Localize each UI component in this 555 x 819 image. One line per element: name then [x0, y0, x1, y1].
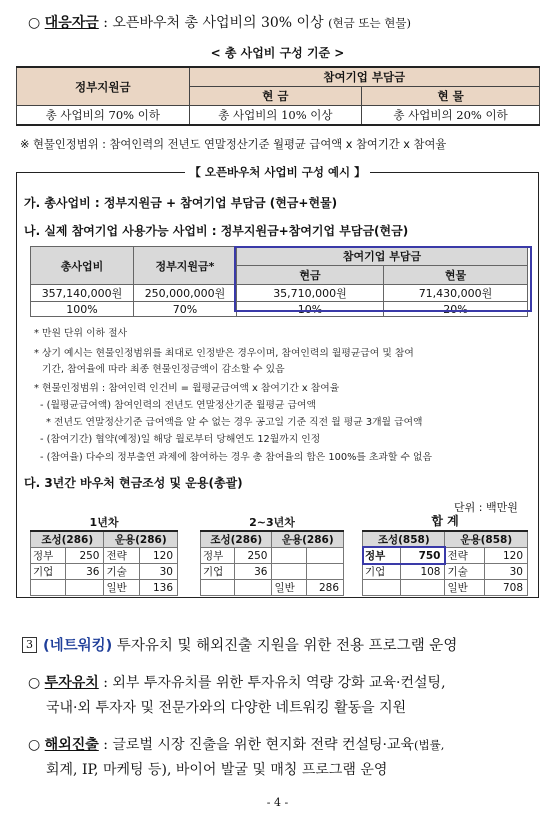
cell: 30 — [485, 564, 528, 580]
cell: 일반 — [104, 580, 139, 596]
total-title: 합 계 — [431, 514, 459, 528]
gov-support-amount: 250,000,000원 — [134, 285, 237, 302]
cell — [272, 564, 306, 580]
overseas-line2: 회계, IP, 마케팅 등), 바이어 발굴 및 매칭 프로그램 운영 — [46, 762, 388, 778]
page-number: - 4 - — [266, 796, 289, 809]
example-footnote: - (참여기간) 협약(예정)일 해당 월로부터 당해연도 12월까지 인정 — [40, 434, 321, 445]
inkind-header: 현물 — [384, 266, 528, 285]
cell: 250 — [66, 548, 104, 564]
cell: 정부 — [31, 548, 66, 564]
investment-term: 투자유치 — [44, 675, 99, 691]
cell: 120 — [139, 548, 177, 564]
overseas-line1 — [28, 734, 444, 754]
example-footnote: * 만원 단위 이하 절사 — [34, 328, 128, 339]
year23-fund-header: 조성(286) — [201, 531, 272, 548]
gov-support-header: 정부지원금* — [134, 247, 237, 285]
cell: 36 — [235, 564, 272, 580]
year1-use-header: 운용(286) — [104, 531, 178, 548]
example-footnote: 기간, 참여율에 따라 최종 현물인정금액이 감소할 수 있음 — [42, 364, 285, 375]
cell — [306, 548, 343, 564]
year1-title: 1년차 — [89, 516, 119, 529]
overseas-text-small: (법률, — [414, 738, 445, 752]
example-footnote: * 현물인정범위 : 참여인력 인건비 = 월평균급여액 x 참여기간 x 참여율 — [34, 383, 340, 394]
inkind-percent: 20% — [384, 302, 528, 317]
section3-title: 투자유치 및 해외진출 지원을 위한 전용 프로그램 운영 — [112, 638, 458, 654]
example-line-da: 다. 3년간 바우처 현금조성 및 운용(총괄) — [24, 476, 243, 490]
cell: 250 — [235, 548, 272, 564]
cell: 일반 — [272, 580, 306, 596]
cash-value: 총 사업비의 10% 이상 — [189, 106, 362, 126]
overseas-term: 해외진출 — [44, 737, 99, 753]
bullet-circle: ○ — [28, 737, 41, 753]
company-share-header: 참여기업 부담금 — [237, 247, 528, 266]
cash-header: 현금 — [237, 266, 384, 285]
investment-line1 — [28, 672, 446, 692]
cell: 136 — [139, 580, 177, 596]
gov-support-percent: 70% — [134, 302, 237, 317]
cell — [201, 580, 235, 596]
overseas-text: : 글로벌 시장 진출을 위한 현지화 전략 컨설팅·교육 — [98, 737, 415, 753]
total-table — [362, 530, 528, 596]
matching-fund-paren: (현금 또는 현물) — [328, 16, 411, 30]
standard-composition-table — [16, 66, 540, 126]
year23-table — [200, 530, 344, 596]
cash-amount: 35,710,000원 — [237, 285, 384, 302]
total-use-header: 운용(858) — [445, 531, 528, 548]
cell: 기술 — [104, 564, 139, 580]
matching-fund-text: : 오픈바우처 총 사업비의 30% 이상 — [98, 15, 329, 31]
networking-keyword: (네트워킹) — [43, 638, 113, 654]
inkind-range-note: ※ 현물인정범위 : 참여인력의 전년도 연말정산기준 월평균 급여액 x 참여기간 x 참여율 — [20, 138, 447, 151]
section-number: 3 — [22, 637, 37, 653]
cash-percent: 10% — [237, 302, 384, 317]
example-footnote: - (월평균급여액) 참여인력의 전년도 연말정산기준 월평균 급여액 — [40, 400, 316, 411]
cell: 정부 — [201, 548, 235, 564]
cell: 30 — [139, 564, 177, 580]
unit-label: 단위 : 백만원 — [454, 501, 518, 514]
example-footnote: - (참여율) 다수의 정부출연 과제에 참여하는 경우 총 참여율의 합은 100%를 초과할 수 없음 — [40, 452, 432, 463]
year23-title: 2~3년차 — [249, 516, 295, 529]
cell: 기술 — [445, 564, 485, 580]
cell — [66, 580, 104, 596]
cell — [306, 564, 343, 580]
total-cost-amount: 357,140,000원 — [31, 285, 134, 302]
investment-line2: 국내·외 투자자 및 전문가와의 다양한 네트워킹 활동을 지원 — [46, 700, 407, 716]
bullet-circle: ○ — [28, 675, 41, 691]
year23-use-header: 운용(286) — [272, 531, 344, 548]
total-cost-percent: 100% — [31, 302, 134, 317]
cell: 기업 — [201, 564, 235, 580]
example-budget-table — [30, 246, 528, 317]
cell: 전략 — [104, 548, 139, 564]
section3-heading — [22, 634, 457, 655]
cell: 기업 — [31, 564, 66, 580]
cell: 750 — [401, 548, 445, 564]
cell — [272, 548, 306, 564]
cell: 정부 — [363, 548, 401, 564]
example-line-na: 나. 실제 참여기업 사용가능 사업비 : 정부지원금+참여기업 부담금(현금) — [24, 224, 409, 238]
matching-fund-line — [28, 12, 411, 32]
cash-header: 현 금 — [189, 87, 362, 106]
inkind-header: 현 물 — [362, 87, 540, 106]
cell — [401, 580, 445, 596]
total-cost-header: 총사업비 — [31, 247, 134, 285]
cell — [31, 580, 66, 596]
cell: 전략 — [445, 548, 485, 564]
example-box-title: 【 오픈바우처 사업비 구성 예시 】 — [0, 164, 555, 180]
matching-fund-term: 대응자금 — [44, 15, 99, 31]
cell: 108 — [401, 564, 445, 580]
example-footnote: * 상기 예시는 현물인정범위를 최대로 인정받은 경우이며, 참여인력의 월평균급여 및 참여 — [34, 348, 414, 359]
example-footnote: * 전년도 연말정산기준 급여액을 알 수 없는 경우 공고일 기준 직전 월 평균 3개월 급여액 — [46, 417, 423, 428]
standard-table-title: < 총 사업비 구성 기준 > — [210, 46, 345, 60]
gov-support-header: 정부지원금 — [17, 67, 190, 106]
cell — [235, 580, 272, 596]
inkind-value: 총 사업비의 20% 이하 — [362, 106, 540, 126]
year1-fund-header: 조성(286) — [31, 531, 104, 548]
year1-table — [30, 530, 178, 596]
cell — [363, 580, 401, 596]
cell: 708 — [485, 580, 528, 596]
example-line-ga: 가. 총사업비 : 정부지원금 + 참여기업 부담금 (현금+현물) — [24, 196, 338, 210]
investment-text: : 외부 투자유치를 위한 투자유치 역량 강화 교육·컨설팅, — [98, 675, 446, 691]
cell: 일반 — [445, 580, 485, 596]
company-share-header: 참여기업 부담금 — [189, 67, 539, 87]
total-fund-header: 조성(858) — [363, 531, 445, 548]
cell: 36 — [66, 564, 104, 580]
cell: 120 — [485, 548, 528, 564]
bullet-circle: ○ — [28, 15, 41, 31]
gov-support-value: 총 사업비의 70% 이하 — [17, 106, 190, 126]
inkind-amount: 71,430,000원 — [384, 285, 528, 302]
cell: 286 — [306, 580, 343, 596]
cell: 기업 — [363, 564, 401, 580]
